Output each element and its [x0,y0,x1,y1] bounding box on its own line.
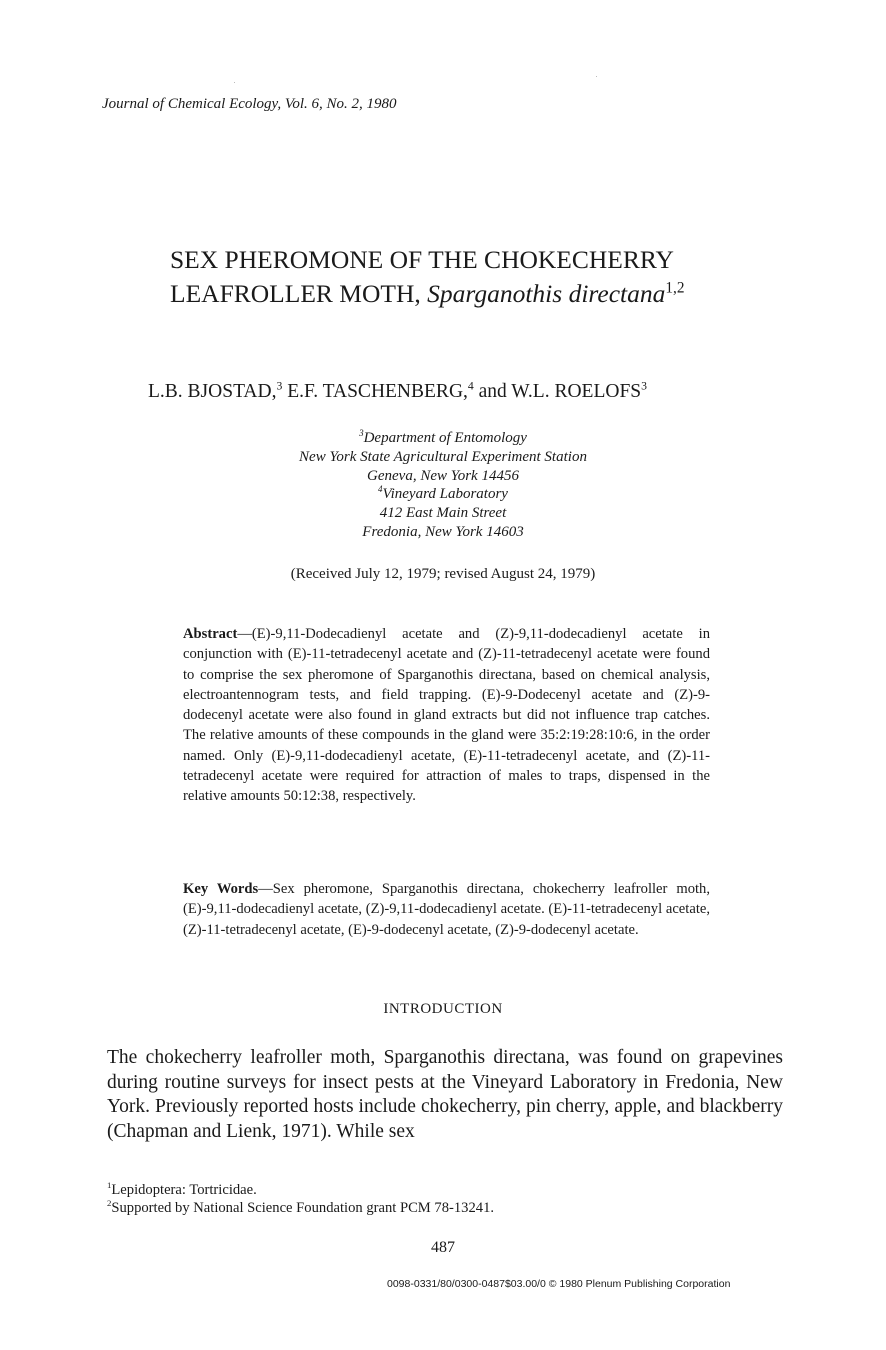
paper-title [170,243,684,311]
affiliation-line: New York State Agricultural Experiment Station [299,448,587,465]
author-affiliation-mark: 3 [641,379,647,393]
keywords-text: —Sex pheromone, Sparganothis directana, chokecherry leafroller moth, (E)-9,11-dodecadienyl acetate, (Z)-9,11-dodecadienyl acetate. (E)-11-tetradecenyl acetate, (Z)-11-tetradecenyl acetate, (E)-9-dodecenyl acetate, (Z)-9-dodecenyl acetate. [183,881,710,938]
footnote-text: Lepidoptera: Tortricidae. [111,1182,257,1198]
affiliation-mark: 3 [359,428,364,438]
keywords-paragraph [183,879,710,940]
title-line-1: SEX PHEROMONE OF THE CHOKECHERRY [170,245,674,274]
author-name: E.F. TASCHENBERG, [282,381,468,402]
author-affiliation-mark: 4 [467,379,474,393]
title-line-2-prefix: LEAFROLLER MOTH, [170,279,428,308]
section-heading-introduction: INTRODUCTION [383,1001,503,1017]
affiliation-text: Vineyard Laboratory [382,486,508,503]
body-paragraph: The chokecherry leafroller moth, Sparganothis directana, was found on grapevines during routine surveys for insect pests at the Vineyard Laboratory in Fredonia, New York. Previously reported hosts include chokecherry, pin cherry, apple, and blackberry (Chapman and Lienk, 1971). While sex [107,1047,783,1142]
scan-speck [596,76,597,77]
author-affiliation-mark: 3 [276,379,283,393]
title-line-2 [170,277,684,311]
page-number: 487 [431,1239,455,1256]
author-list [148,381,647,403]
title-footnote-marks: 1,2 [665,279,685,297]
author-name: L.B. BJOSTAD, [148,381,277,402]
abstract-paragraph [183,624,710,807]
footnote-mark: 2 [107,1198,112,1209]
received-dates: (Received July 12, 1979; revised August 24, 1979) [290,566,596,582]
footnote-mark: 1 [107,1180,112,1191]
abstract-text: —(E)-9,11-Dodecadienyl acetate and (Z)-9,11-dodecadienyl acetate in conjunction with (E)-11-tetradecenyl acetate and (Z)-11-tetradecenyl acetate were found to comprise the sex pheromone of Sparganothis directana, based on chemical analysis, electroantennogram tests, and field trapping. (E)-9-Dodecenyl acetate and (Z)-9-dodecenyl acetate were also found in gland extracts but did not influence trap catches. The relative amounts of these compounds in the gland were 35:2:19:28:10:6, in the order named. Only (E)-9,11-dodecadienyl acetate, (E)-11-tetradecenyl acetate, and (Z)-11-tetradecenyl acetate were required for attraction of males to traps, dispensed in the relative amounts 50:12:38, respectively. [183,626,710,805]
introduction-body [107,1046,783,1144]
affiliation-line: Fredonia, New York 14603 [362,523,524,540]
abstract [183,624,710,807]
affiliation-line: 412 East Main Street [379,505,507,522]
scan-speck [234,82,235,83]
affiliation-text: Department of Entomology [363,430,527,446]
author-name: and W.L. ROELOFS [473,381,642,402]
affiliation-line [0,429,886,448]
footnote-2 [107,1200,494,1217]
copyright-line: 0098-0331/80/0300-0487$03.00/0 © 1980 Plenum Publishing Corporation [387,1278,731,1290]
keywords-label: Key Words [183,881,259,897]
affiliation-line [0,485,886,504]
footnote-text: Supported by National Science Foundation grant PCM 78-13241. [111,1200,495,1216]
journal-header: Journal of Chemical Ecology, Vol. 6, No. 2, 1980 [102,96,397,112]
footnote-1 [107,1182,257,1199]
affiliation-mark: 4 [378,484,383,495]
affiliation-line: Geneva, New York 14456 [367,467,519,484]
title-species: Sparganothis directana [427,279,666,308]
keywords [183,879,710,940]
abstract-label: Abstract [183,626,238,642]
affiliations [0,429,886,542]
